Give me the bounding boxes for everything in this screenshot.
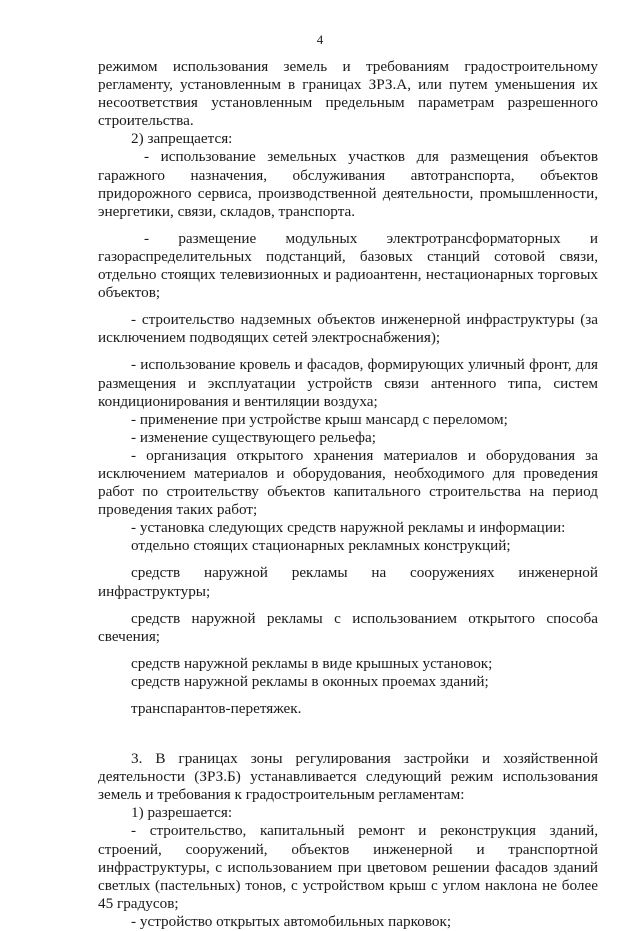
advertising-subitem-engineering: средств наружной рекламы на сооружениях инженерной инфраструктуры; — [98, 564, 598, 600]
prohibited-item-advertising: - установка следующих средств наружной рекламы и информации: — [131, 519, 566, 537]
prohibited-item-land-use: - использование земельных участков для размещения объектов гаражного назначения, обслуживания автотранспорта, объектов придорожного сервиса, производственной деятельности, промышленности, энергетики, связи, складов, транспорта. — [98, 148, 598, 220]
page-number: 4 — [316, 32, 324, 47]
advertising-subitem-roof: средств наружной рекламы в виде крышных установок; — [131, 654, 493, 672]
advertising-subitem-banners: транспарантов-перетяжек. — [131, 700, 302, 717]
prohibited-item-mansard: - применение при устройстве крыш мансард с переломом; — [131, 410, 508, 428]
subclause-prohibited-heading: 2) запрещается: — [131, 130, 233, 148]
advertising-subitem-windows: средств наружной рекламы в оконных проемах зданий; — [131, 672, 489, 690]
section-3-heading: 3. В границах зоны регулирования застройки и хозяйственной деятельности (ЗРЗ.Б) устанавливается следующий режим использования земель и требования к градостроительным регламентам: — [98, 750, 598, 804]
prohibited-item-substations: - размещение модульных электротрансформаторных и газораспределительных подстанций, базовых станций сотовой связи, отдельно стоящих телевизионных и радиоантенн, нестационарных торговых объектов; — [98, 229, 598, 302]
prohibited-item-storage: - организация открытого хранения материалов и оборудования за исключением материалов и оборудования, необходимого для проведения работ по строительству объектов капитального строительства на период проведения таких работ; — [98, 446, 598, 519]
prohibited-item-infrastructure: - строительство надземных объектов инженерной инфраструктуры (за исключением подводящих сетей электроснабжения); — [98, 311, 598, 347]
subclause-permitted-heading: 1) разрешается: — [131, 804, 233, 822]
permitted-item-parking: - устройство открытых автомобильных парковок; — [131, 912, 452, 930]
document-body — [98, 58, 598, 931]
prohibited-item-relief: - изменение существующего рельефа; — [131, 428, 376, 446]
advertising-subitem-standalone: отдельно стоящих стационарных рекламных конструкций; — [131, 537, 511, 555]
paragraph-continuation: режимом использования земель и требованиям градостроительному регламенту, установленным в границах ЗРЗ.А, или путем уменьшения их несоответствия установленным предельным параметрам разрешенного строительства. — [98, 58, 598, 130]
prohibited-item-roofs-facades: - использование кровель и фасадов, формирующих уличный фронт, для размещения и эксплуатации устройств связи антенного типа, систем кондиционирования и вентиляции воздуха; — [98, 356, 598, 410]
advertising-subitem-lighting: средств наружной рекламы с использованием открытого способа свечения; — [98, 609, 598, 645]
permitted-item-construction: - строительство, капитальный ремонт и реконструкция зданий, строений, сооружений, объектов инженерной и транспортной инфраструктуры, с использованием при цветовом решении фасадов зданий светлых (пастельных) тонов, с устройством крыш с углом наклона не более 45 градусов; — [98, 822, 598, 912]
